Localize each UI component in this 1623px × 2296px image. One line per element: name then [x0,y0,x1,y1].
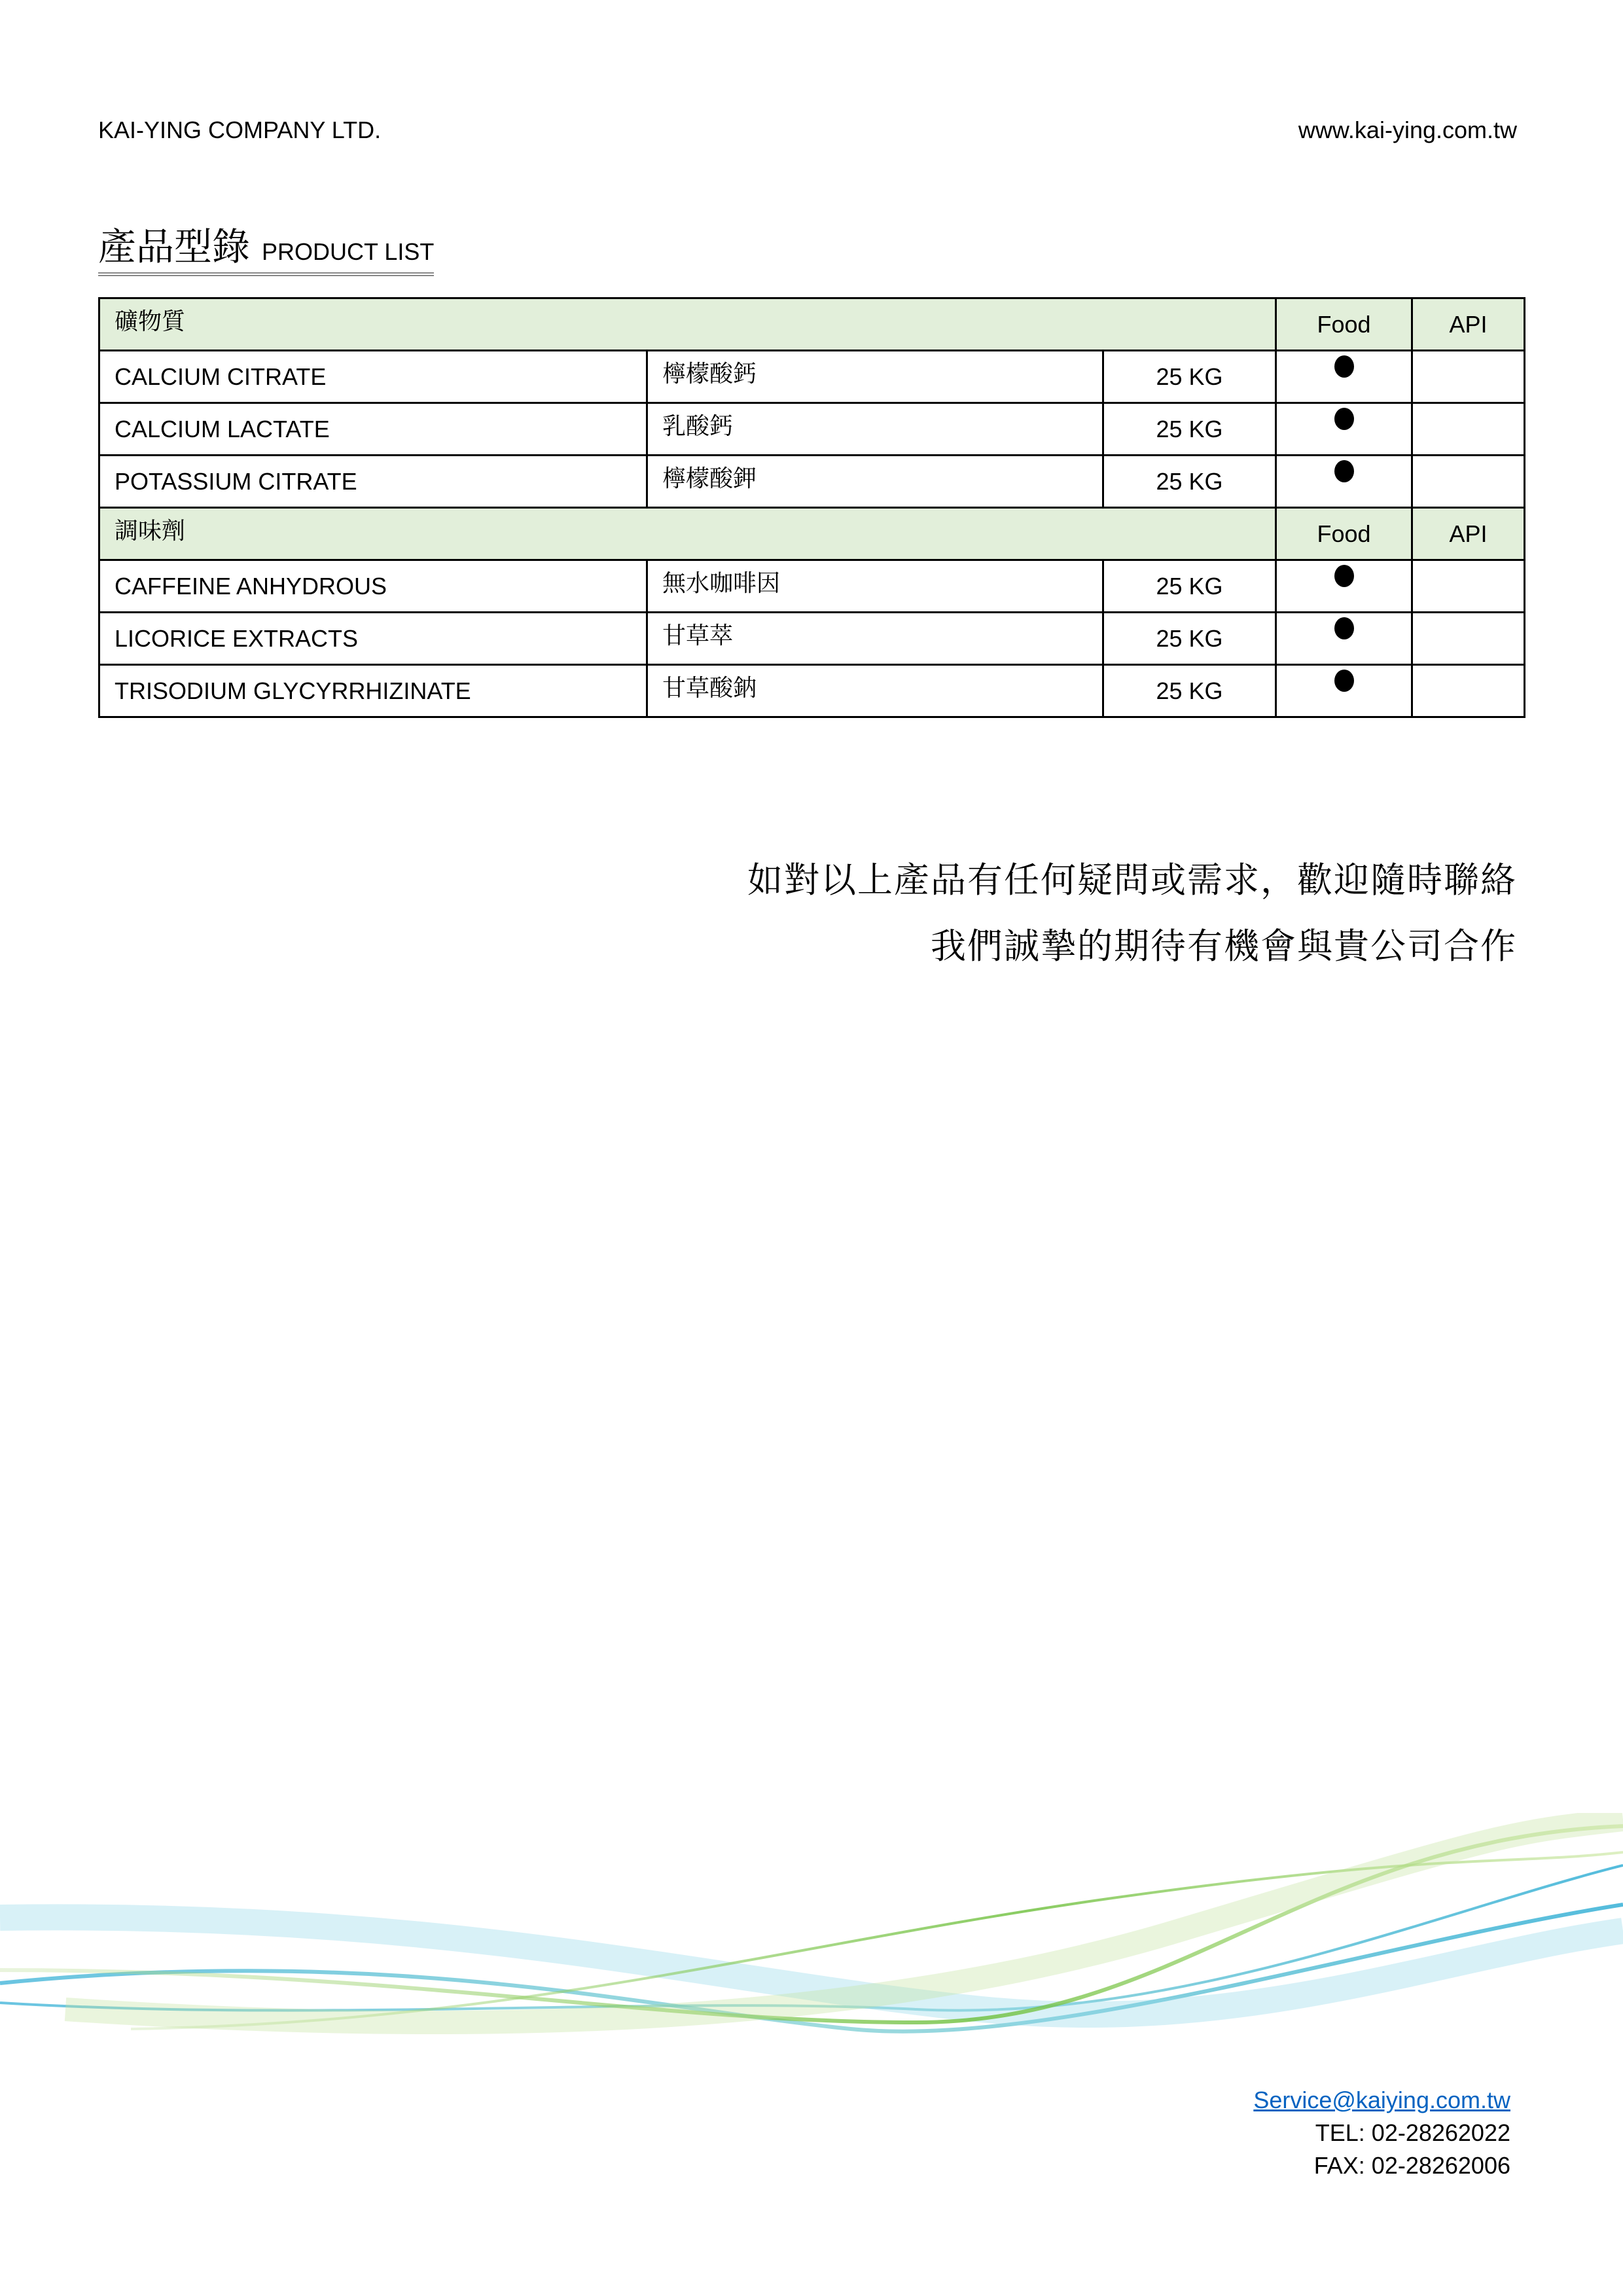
api-mark [1412,665,1525,717]
email-link[interactable]: Service@kaiying.com.tw [1253,2087,1510,2113]
api-mark [1412,613,1525,665]
closing-line-2: 我們誠摯的期待有機會與貴公司合作 [931,927,1517,966]
closing-line-1: 如對以上產品有任何疑問或需求，歡迎隨時聯絡 [747,861,1517,900]
product-name-zh: 無水咖啡因 [647,560,1103,613]
package-size: 25 KG [1103,456,1276,508]
col-api-header: API [1412,508,1525,560]
product-name-en: CAFFEINE ANHYDROUS [99,560,647,613]
category-row [99,508,1525,560]
company-name: KAI-YING COMPANY LTD. [98,117,382,143]
product-row [99,560,1525,613]
bullet-icon [1334,670,1354,692]
package-size: 25 KG [1103,665,1276,717]
api-mark [1412,351,1525,403]
col-food-header: Food [1276,298,1412,351]
api-mark [1412,560,1525,613]
package-size: 25 KG [1103,613,1276,665]
package-size: 25 KG [1103,351,1276,403]
bullet-icon [1334,617,1354,639]
product-name-zh: 乳酸鈣 [647,403,1103,456]
page-title [98,216,434,276]
product-name-en: LICORICE EXTRACTS [99,613,647,665]
product-name-zh: 甘草萃 [647,613,1103,665]
product-name-en: POTASSIUM CITRATE [99,456,647,508]
fax: FAX: 02-28262006 [1313,2152,1510,2179]
bullet-icon [1334,408,1354,430]
decorative-waves [0,1813,1623,2062]
api-mark [1412,403,1525,456]
food-mark [1276,403,1412,456]
category-name: 礦物質 [99,298,1276,351]
food-mark [1276,613,1412,665]
bullet-icon [1334,460,1354,482]
product-table [98,297,1525,718]
product-name-zh: 甘草酸鈉 [647,665,1103,717]
product-row [99,613,1525,665]
product-name-zh: 檸檬酸鉀 [647,456,1103,508]
bullet-icon [1334,565,1354,587]
telephone: TEL: 02-28262022 [1315,2119,1510,2146]
product-row [99,403,1525,456]
food-mark [1276,665,1412,717]
category-row [99,298,1525,351]
product-name-en: TRISODIUM GLYCYRRHIZINATE [99,665,647,717]
website: www.kai-ying.com.tw [1298,117,1517,143]
title-en: PRODUCT LIST [262,238,435,265]
title-zh: 產品型錄 [98,226,251,268]
food-mark [1276,560,1412,613]
product-row [99,351,1525,403]
product-row [99,456,1525,508]
api-mark [1412,456,1525,508]
product-name-en: CALCIUM LACTATE [99,403,647,456]
package-size: 25 KG [1103,560,1276,613]
food-mark [1276,456,1412,508]
package-size: 25 KG [1103,403,1276,456]
col-api-header: API [1412,298,1525,351]
product-name-zh: 檸檬酸鈣 [647,351,1103,403]
category-name: 調味劑 [99,508,1276,560]
bullet-icon [1334,355,1354,378]
food-mark [1276,351,1412,403]
product-row [99,665,1525,717]
product-name-en: CALCIUM CITRATE [99,351,647,403]
col-food-header: Food [1276,508,1412,560]
